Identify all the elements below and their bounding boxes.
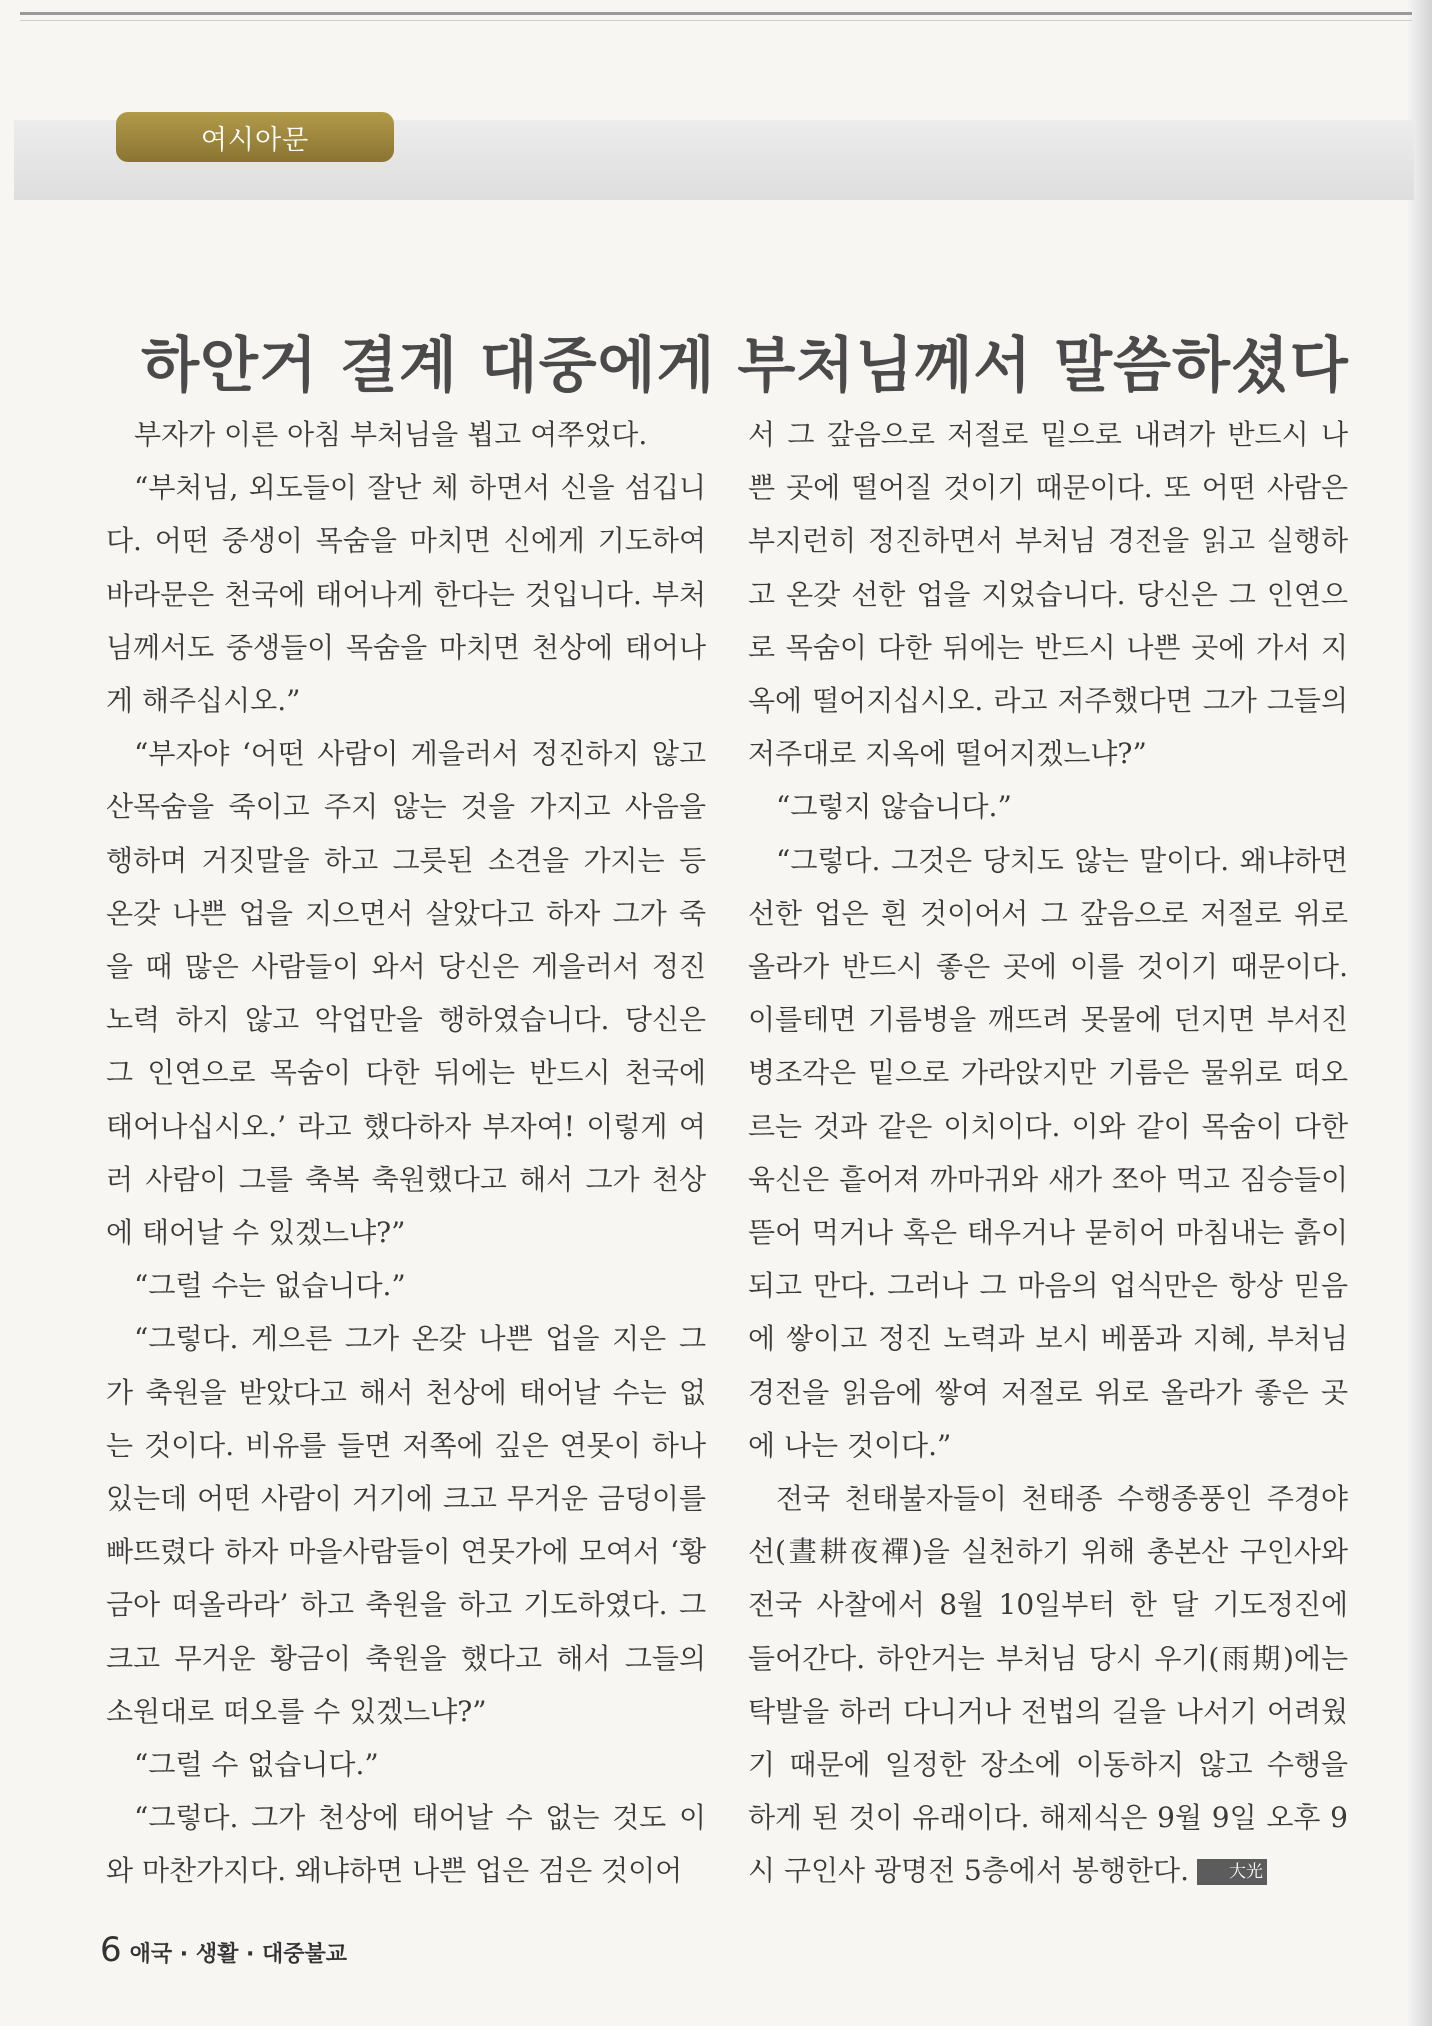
left-column: [106, 408, 706, 1898]
right-column: [748, 408, 1348, 1898]
paragraph: “그렇다. 그가 천상에 태어날 수 없는 것도 이와 마찬가지다. 왜냐하면 나쁜 업은 검은 것이어: [106, 1801, 706, 1888]
paragraph: “그렇다. 게으른 그가 온갖 나쁜 업을 지은 그가 축원을 받았다고 해서 천상에 태어날 수는 없는 것이다. 비유를 들면 저쪽에 깊은 연못이 하나 있는데 어떤 사람이 거기에 크고 무거운 금덩이를 빠뜨렸다 하자 마을사람들이 연못가에 모여서 ‘황금아 떠올라라’ 하고 축원을 하고 기도하였다. 그 크고 무거운 황금이 축원을 했다고 해서 그들의 소원대로 떠오를 수 있겠느냐?”: [106, 1322, 706, 1728]
magazine-name: 애국 · 생활 · 대중불교: [129, 1942, 348, 1967]
paragraph-text: 전국 천태불자들이 천태종 수행종풍인 주경야선(晝耕夜禪)을 실천하기 위해 총본산 구인사와 전국 사찰에서 8월 10일부터 한 달 기도정진에 들어간다. 하안거는 부처님 당시 우기(雨期)에는 탁발을 하러 다니거나 전법의 길을 나서기 어려웠기 때문에 일정한 장소에 이동하지 않고 수행을 하게 된 것이 유래이다. 해제식은 9월 9일 오후 9시 구인사 광명전 5층에서 봉행한다.: [748, 1482, 1348, 1888]
top-rule-thin: [20, 20, 1412, 21]
paragraph-final: [748, 1472, 1348, 1898]
end-mark-badge: 大光: [1197, 1859, 1267, 1885]
page-edge-shadow: [1408, 0, 1432, 2026]
paragraph: 부자가 이른 아침 부처님을 뵙고 여쭈었다.: [134, 418, 648, 451]
section-label: 여시아문: [116, 112, 394, 162]
paragraph: “그럴 수 없습니다.”: [134, 1748, 379, 1782]
article-title: 하안거 결계 대중에게 부처님께서 말씀하셨다: [141, 331, 1349, 402]
paragraph: 서 그 갚음으로 저절로 밑으로 내려가 반드시 나쁜 곳에 떨어질 것이기 때문이다. 또 어떤 사람은 부지런히 정진하면서 부처님 경전을 읽고 실행하고 온갖 선한 업을 지었습니다. 당신은 그 인연으로 목숨이 다한 뒤에는 반드시 나쁜 곳에 가서 지옥에 떨어지십시오. 라고 저주했다면 그가 그들의 저주대로 지옥에 떨어지겠느냐?”: [748, 418, 1348, 771]
paragraph: “그렇다. 그것은 당치도 않는 말이다. 왜냐하면 선한 업은 흰 것이어서 그 갚음으로 저절로 위로 올라가 반드시 좋은 곳에 이를 것이기 때문이다. 이를테면 기름병을 깨뜨려 못물에 던지면 부서진 병조각은 밑으로 가라앉지만 기름은 물위로 떠오르는 것과 같은 이치이다. 이와 같이 목숨이 다한 육신은 흩어져 까마귀와 새가 쪼아 먹고 짐승들이 뜯어 먹거나 혹은 태우거나 묻히어 마침내는 흙이 되고 만다. 그러나 그 마음의 업식만은 항상 믿음에 쌓이고 정진 노력과 보시 베품과 지혜, 부처님 경전을 읽음에 쌓여 저절로 위로 올라가 좋은 곳에 나는 것이다.”: [748, 843, 1348, 1462]
paragraph: “부처님, 외도들이 잘난 체 하면서 신을 섬깁니다. 어떤 중생이 목숨을 마치면 신에게 기도하여 바라문은 천국에 태어나게 한다는 것입니다. 부처님께서도 중생들이 목숨을 마치면 천상에 태어나게 해주십시오.”: [106, 471, 706, 718]
paragraph: “부자야 ‘어떤 사람이 게을러서 정진하지 않고 산목숨을 죽이고 주지 않는 것을 가지고 사음을 행하며 거짓말을 하고 그릇된 소견을 가지는 등 온갖 나쁜 업을 지으면서 살았다고 하자 그가 죽을 때 많은 사람들이 와서 당신은 게을러서 정진 노력 하지 않고 악업만을 행하였습니다. 당신은 그 인연으로 목숨이 다한 뒤에는 반드시 천국에 태어나십시오.’ 라고 했다하자 부자여! 이렇게 여러 사람이 그를 축복 축원했다고 해서 그가 천상에 태어날 수 있겠느냐?”: [106, 737, 706, 1250]
paragraph: “그럴 수는 없습니다.”: [134, 1269, 406, 1303]
top-rule: [20, 12, 1412, 15]
footer: [100, 1930, 347, 1970]
page-number: 6: [100, 1930, 122, 1970]
paragraph: “그렇지 않습니다.”: [776, 790, 1012, 824]
